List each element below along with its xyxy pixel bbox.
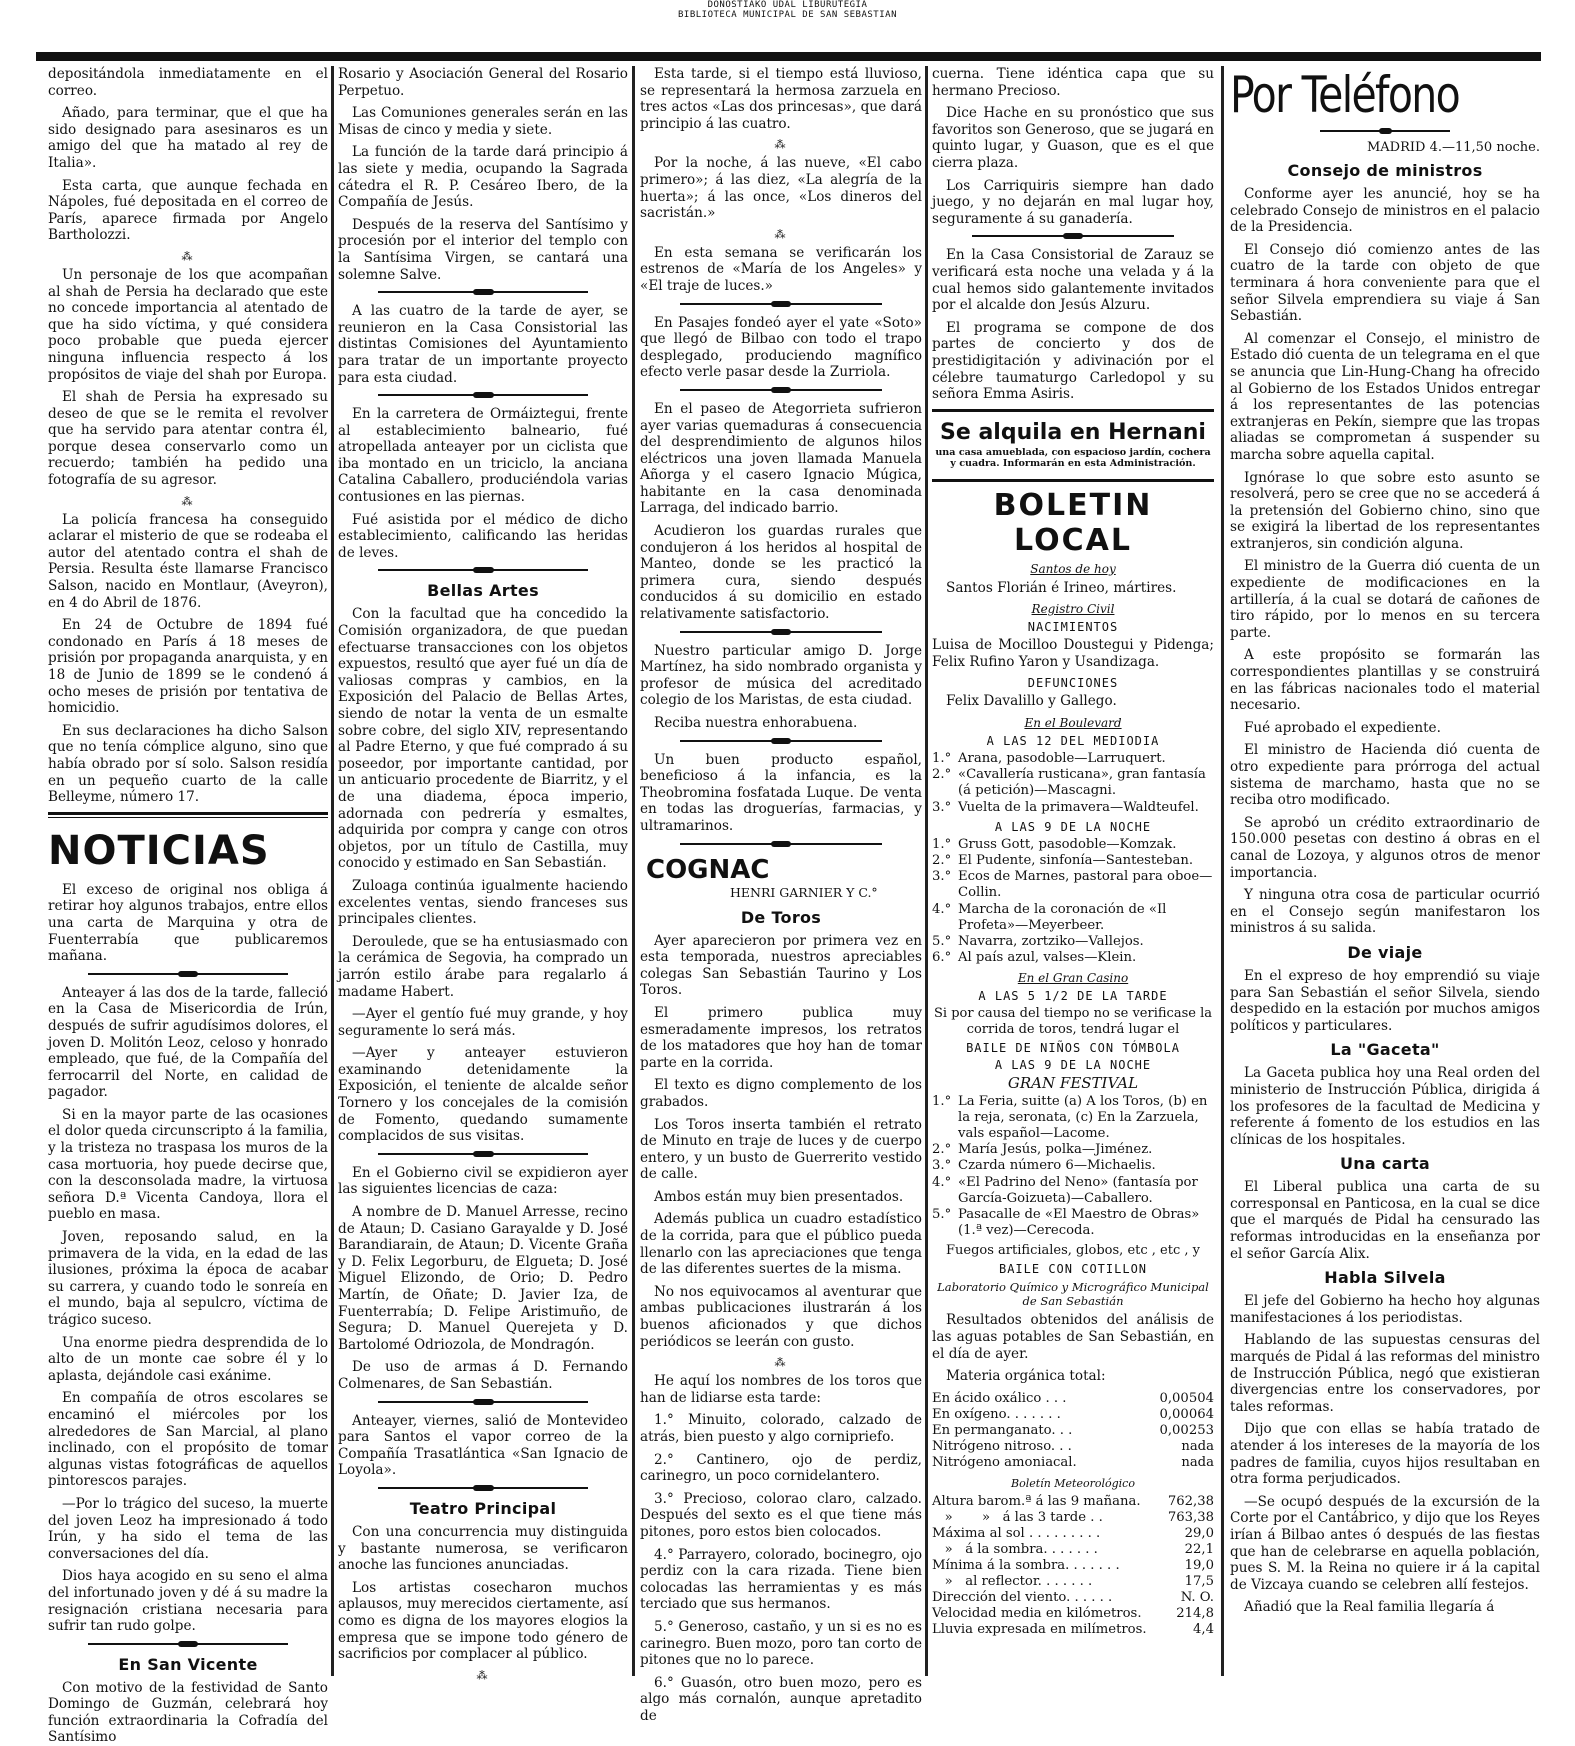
- row-value: 4,4: [1193, 1621, 1214, 1637]
- meteo-label: Boletín Meteorológico: [1011, 1476, 1135, 1490]
- paragraph: Los artistas cosecharon muchos aplausos, muy merecidos ciertamente, así como es digna de los mayores elogios la empresa que se impone todo género de sacrificios por complacer al público.: [338, 1579, 628, 1663]
- paragraph: En la Casa Consistorial de Zarauz se verificará esta noche una velada y á la cual hemos sido galantemente invitados por el alcalde don Jesús Alzuru.: [932, 247, 1214, 314]
- paragraph: Añadió que la Real familia llegaría á: [1244, 1599, 1495, 1616]
- table-row: [932, 1439, 1214, 1455]
- separator-stars: ⁂: [774, 1356, 788, 1370]
- mediodia-program: [932, 751, 1214, 816]
- ornament-divider: [972, 233, 1174, 239]
- table-row: [932, 1542, 1214, 1558]
- nacimientos-text: Luisa de Mocilloo Doustegui y Pidenga; Felix Rufino Yaron y Usandizaga.: [932, 637, 1214, 670]
- column-divider: [925, 66, 928, 1676]
- ornament-divider: [680, 841, 882, 847]
- row-value: 214,8: [1176, 1605, 1214, 1621]
- ornament-divider: [680, 301, 882, 307]
- row-label: En ácido oxálico . . .: [932, 1390, 1067, 1406]
- nacimientos-label: NACIMIENTOS: [1027, 620, 1119, 635]
- program-number: 2.°: [932, 1142, 952, 1158]
- column-5: [1230, 66, 1540, 1676]
- program-item: [932, 1158, 1214, 1174]
- program-text: Navarra, zortziko—Vallejos.: [958, 934, 1144, 950]
- article-text: [640, 643, 922, 732]
- paragraph: Anteayer, viernes, salió de Montevideo para Santos el vapor correo de la Compañía Trasatlántica «San Ignacio de Loyola».: [338, 1412, 628, 1479]
- paragraph: 6.° Guasón, otro buen mozo, pero es algo más cornalón, aunque apretadito de: [640, 1674, 922, 1724]
- defunciones-text: Felix Davalillo y Gallego.: [946, 693, 1117, 710]
- paragraph: Y ninguna otra cosa de particular ocurrió en el Consejo según manifestaron los ministros á su salida.: [1230, 887, 1540, 937]
- paragraph: Nuestro particular amigo D. Jorge Martínez, ha sido nombrado organista y profesor de música del acreditado colegio de los Maristas, de esta ciudad.: [640, 642, 922, 709]
- separator-stars: ⁂: [181, 494, 195, 508]
- por-telefono-heading: Por Teléfono: [1230, 66, 1460, 124]
- article-text: [640, 155, 922, 221]
- separator-stars: ⁂: [181, 249, 195, 263]
- column-1: [48, 66, 328, 1746]
- masthead-line-2: BIBLIOTECA MUNICIPAL DE SAN SEBASTIAN: [678, 10, 897, 20]
- column-3: [640, 66, 922, 1724]
- header-rule: [36, 52, 1541, 61]
- casino-label: En el Gran Casino: [1017, 970, 1129, 985]
- festival-program: [932, 1094, 1214, 1240]
- program-number: 5.°: [932, 1206, 952, 1222]
- paragraph: —Por lo trágico del suceso, la muerte del joven Leoz ha impresionado á todo Irún, y ha sido el tema de las conversaciones del día.: [48, 1495, 328, 1562]
- paragraph: Con la facultad que ha concedido la Comisión organizadora, de que puedan efectuarse transacciones con los objetos expuestos, resultó que ayer fué un día de valiosas compras y cambios, en la Exposición del Palacio de Bellas Artes, siendo de notar la venta de un esmalte sobre cobre, del siglo XIV, representando al Padre Eterno, y que fué comprado á su poseedor, por importante cantidad, por un anticuario procedente de Biarritz, y el de una diadema, época imperio, adornada con pedrería y esmaltes, adquirida por compra y cange con otros objetos, por un título de Castilla, muy conocido y estimado en San Sebastián.: [338, 606, 628, 872]
- laboratorio-text: Resultados obtenidos del análisis de las aguas potables de San Sebastián, en el día de ayer.: [932, 1312, 1214, 1362]
- paragraph: Los Carriquiris siempre han dado juego, y no dejarán en mal lugar hoy, seguramente á su ganadería.: [932, 177, 1214, 227]
- paragraph: 3.° Precioso, colorao claro, calzado. Después del sexto es el que tiene más pitones, poro estos bien colocados.: [640, 1490, 922, 1540]
- paragraph: Reciba nuestra enhorabuena.: [654, 715, 858, 731]
- row-label: En oxígeno. . . . . . .: [932, 1406, 1061, 1422]
- paragraph: La Gaceta publica hoy una Real orden del ministerio de Instrucción Pública, dirigida á los profesores de la facultad de Medicina y referente á fomento de los estudios en las clínicas de los hospitales.: [1230, 1065, 1540, 1148]
- article-text: [1230, 1065, 1540, 1148]
- row-value: nada: [1181, 1438, 1214, 1454]
- ornament-divider: [378, 1151, 588, 1157]
- ornament-divider: [378, 1399, 588, 1405]
- registro-label: Registro Civil: [1031, 602, 1115, 617]
- paragraph: Dios haya acogido en su seno el alma del infortunado joven y dé á su madre la resignación cristiana necesaria para sufrir tan rudo golpe.: [48, 1568, 328, 1635]
- row-value: 0,00064: [1159, 1406, 1214, 1422]
- paragraph: Una enorme piedra desprendida de lo alto de un monte cae sobre él y lo aplasta, dejándole casi exánime.: [48, 1334, 328, 1384]
- bellas-artes-heading: Bellas Artes: [427, 581, 539, 601]
- materia-label: Materia orgánica total:: [946, 1368, 1106, 1385]
- paragraph: En compañía de otros escolares se encaminó el miércoles por los alrededores de San Marcial, al plano inclinado, con el propósito de tomar algunas vistas fotográficas de aquellos pintorescos parajes.: [48, 1390, 328, 1490]
- paragraph: cuerna. Tiene idéntica capa que su hermano Precioso.: [932, 66, 1214, 99]
- paragraph: Deroulede, que se ha entusiasmado con la cerámica de Segovia, ha comprado un jarrón estilo árabe para regalarlo á madame Habert.: [338, 933, 628, 1000]
- article-text: [640, 401, 922, 623]
- row-value: 19,0: [1184, 1557, 1214, 1573]
- article-text: [338, 1524, 628, 1663]
- program-item: [932, 869, 1214, 901]
- article-text: [48, 882, 328, 965]
- row-label: En permanganato. . .: [932, 1422, 1073, 1438]
- program-number: 4.°: [932, 901, 952, 917]
- ornament-divider: [378, 289, 588, 295]
- paragraph: Ignórase lo que sobre esto asunto se resolverá, pero se cree que no se accederá á la pretensión del Gobierno chino, sino que se exigirá la libertad de los representantes extranjeros, sin condición alguna.: [1230, 469, 1540, 552]
- program-item: [932, 1207, 1214, 1239]
- program-item: [932, 1175, 1214, 1207]
- meteo-table: [932, 1494, 1214, 1638]
- cognac-ad-title: COGNAC: [646, 854, 770, 885]
- ornament-divider: [680, 387, 882, 393]
- ornament-divider: [680, 738, 882, 744]
- dateline: MADRID 4.—11,50 noche.: [1366, 140, 1540, 155]
- row-value: 762,38: [1167, 1493, 1214, 1509]
- una-carta-heading: Una carta: [1339, 1154, 1431, 1174]
- tarde-text: Si por causa del tiempo no se verificase la corrida de toros, tendrá lugar el: [934, 1005, 1212, 1037]
- paragraph: Un personaje de los que acompañan al shah de Persia ha declarado que este no concede importancia al atentado de que ha sido víctima, y qué considera poco probable que pueda ejercer ninguna influencia respecto á los propósitos de viaje del shah por Europa.: [48, 266, 328, 383]
- paragraph: 1.° Minuito, colorado, calzado de atrás, bien puesto y algo cornipriefo.: [640, 1412, 922, 1445]
- program-text: «Cavallería rusticana», gran fantasía (á petición)—Mascagni.: [958, 767, 1206, 799]
- laboratorio-label: Laboratorio Químico y Micrográfico Municipal de San Sebastián: [937, 1280, 1209, 1309]
- paragraph: Fué asistida por el médico de dicho establecimiento, calificando las heridas de leves.: [338, 511, 628, 561]
- santos-text: Santos Florián é Irineo, mártires.: [946, 579, 1177, 596]
- program-item: [932, 934, 1214, 950]
- article-text: [48, 985, 328, 1635]
- paragraph: Dijo que con ellas se había tratado de atender á los intereses de la mayoría de los padres de familia, cuyos hijos resultaban en otra forma perjudicados.: [1230, 1421, 1540, 1488]
- ornament-divider: [1320, 128, 1450, 134]
- paragraph: Hablando de las supuestas censuras del marqués de Pidal á las reformas del ministro de Instrucción Pública, negó que existieran divergencias entre los conservadores, por tales reformas.: [1230, 1332, 1540, 1415]
- paragraph: En el paseo de Ategorrieta sufrieron ayer varias quemaduras á consecuencia del desprendimiento de algunos hilos eléctricos una joven llamada Manuela Añorga y el casero Ignacio Múgica, habitante en la casa denominada Larraga, del indicado barrio.: [640, 400, 922, 517]
- noche-label: A LAS 9 DE LA NOCHE: [994, 819, 1152, 834]
- row-value: N. O.: [1180, 1589, 1214, 1605]
- paragraph: Por la noche, á las nueve, «El cabo primero»; á las diez, «La alegría de la huerta»; á las once, «Los dineros del sacristán.»: [640, 155, 922, 222]
- column-divider: [632, 66, 635, 1676]
- table-row: [932, 1391, 1214, 1407]
- row-label: » al reflector. . . . . . .: [932, 1573, 1093, 1589]
- program-item: [932, 950, 1214, 966]
- article-text: [338, 1413, 628, 1479]
- ornament-divider: [680, 629, 882, 635]
- paragraph: En el expreso de hoy emprendió su viaje para San Sebastián el señor Silvela, siendo despedido en la estación por muchos amigos políticos y particulares.: [1230, 967, 1540, 1034]
- gran-festival-label: GRAN FESTIVAL: [1007, 1073, 1139, 1092]
- row-value: 17,5: [1184, 1573, 1214, 1589]
- ornament-divider: [378, 1485, 588, 1491]
- paragraph: depositándola inmediatamente en el correo.: [48, 66, 328, 99]
- ornament-divider: [88, 971, 288, 977]
- article-text: [640, 245, 922, 295]
- paragraph: El ministro de la Guerra dió cuenta de un expediente de modificaciones en la artillería, á la cual se dotará de cañones de tiro rápido, por lo menos en su tercera parte.: [1230, 558, 1540, 641]
- paragraph: A este propósito se formarán las correspondientes plantillas y se construirá en las fábricas nacionales todo el material necesario.: [1230, 647, 1540, 714]
- paragraph: Fué aprobado el expediente.: [1244, 719, 1441, 736]
- program-number: 2.°: [932, 853, 952, 869]
- paragraph: —Ayer y anteayer estuvieron examinando detenidamente la Exposición, el teniente de alcalde señor Tornero y los concejales de la comisión de Fomento, quedando sumamente complacidos de sus visitas.: [338, 1045, 628, 1145]
- article-text: [1230, 186, 1540, 937]
- paragraph: En sus declaraciones ha dicho Salson que no tenía cómplice alguno, sino que había obrado por sí solo. Salson residía en un pequeño cuarto de la calle Belleyme, número 17.: [48, 722, 328, 806]
- paragraph: Se aprobó un crédito extraordinario de 150.000 pesetas con destino á obras en el canal de Lozoya, y algunos otros de menor importancia.: [1230, 814, 1540, 881]
- double-rule: [48, 812, 328, 818]
- program-item: [932, 1142, 1214, 1158]
- program-item: [932, 902, 1214, 934]
- ornament-divider: [378, 392, 588, 398]
- table-row: [932, 1407, 1214, 1423]
- de-viaje-heading: De viaje: [1347, 942, 1423, 962]
- paragraph: El shah de Persia ha expresado su deseo de que se le remita el revolver que ha servido para atentar contra él, porque desea conservarlo como un recuerdo; también ha pedido una fotografía de su agresor.: [48, 389, 328, 489]
- tarde-label: A LAS 5 1/2 DE LA TARDE: [978, 988, 1168, 1003]
- masthead: [0, 0, 1575, 20]
- paragraph: Esta tarde, si el tiempo está lluvioso, se representará la hermosa zarzuela en tres actos «Las dos princesas», que dará principio á las cuatro.: [640, 66, 922, 132]
- row-label: » á la sombra. . . . . . .: [932, 1541, 1098, 1557]
- program-item: [932, 751, 1214, 767]
- paragraph: Al comenzar el Consejo, el ministro de Estado dió cuenta de un telegrama en el que se anuncia que Lin-Hung-Chang ha ofrecido al Gobierno de los Estados Unidos entregar á los representantes de las potencias extranjeras en Pekín, siempre que las tropas aliadas se comprometan á suspender su marcha sobre aquella capital.: [1230, 330, 1540, 463]
- program-number: 1.°: [932, 1093, 952, 1109]
- table-row: [932, 1510, 1214, 1526]
- paragraph: Anteayer á las dos de la tarde, falleció en la Casa de Misericordia de Irún, después de sufrir agudísimos dolores, el joven D. Molitón Leoz, celoso y honrado empleado, que fué, de la Compañía del ferrocarril del Norte, en calidad de pagador.: [48, 984, 328, 1101]
- paragraph: Los Toros inserta también el retrato de Minuto en traje de luces y de cuerpo entero, y un busto de Guerrerito vestido de calle.: [640, 1116, 922, 1183]
- santos-label: Santos de hoy: [1030, 561, 1116, 576]
- article-text: [48, 267, 328, 489]
- article-text: [640, 933, 922, 1351]
- program-number: 3.°: [932, 869, 952, 885]
- rental-ad-title: Se alquila en Hernani: [940, 419, 1206, 445]
- paragraph: El programa se compone de dos partes de concierto y dos de prestidigitación y adivinación por el célebre taumaturgo Carledopol y su señora Emma Asiris.: [932, 319, 1214, 403]
- program-item: [932, 837, 1214, 853]
- ornament-divider: [378, 567, 588, 573]
- paragraph: Añado, para terminar, que el que ha sido designado para asesinaros es un amigo del que ha matado al rey de Italia».: [48, 105, 328, 171]
- article-text: [338, 66, 628, 283]
- paragraph: 4.° Parrayero, colorado, bocinegro, ojo perdiz con la cara rizada. Tiene bien colocadas las herramientas y es más terciado que sus hermanos.: [640, 1546, 922, 1613]
- noticias-heading: NOTICIAS: [48, 827, 270, 874]
- row-label: Velocidad media en kilómetros.: [932, 1605, 1142, 1621]
- paragraph: El ministro de Hacienda dió cuenta de otro expediente para prórroga del actual sistema de marchamo, hasta que no se reciba otro modificado.: [1230, 742, 1540, 809]
- separator-stars: ⁂: [476, 1668, 490, 1682]
- baile-cotillon: BAILE CON COTILLON: [998, 1262, 1148, 1277]
- separator-stars: ⁂: [774, 227, 788, 241]
- program-text: Marcha de la coronación de «Il Profeta»—Meyerbeer.: [958, 901, 1167, 933]
- paragraph: El exceso de original nos obliga á retirar hoy algunos trabajos, entre ellos una carta de Marquina y otra de Fuenterrabía que publicaremos mañana.: [48, 881, 328, 965]
- paragraph: Ayer aparecieron por primera vez en esta temporada, nuestros apreciables colegas San Sebastián Taurino y Los Toros.: [640, 932, 922, 999]
- paragraph: El Consejo dió comienzo antes de las cuatro de la tarde con objeto de que terminara á hora conveniente para que el señor Silvela emprendiera su viaje á San Sebastián.: [1230, 241, 1540, 325]
- paragraph: A las cuatro de la tarde de ayer, se reunieron en la Casa Consistorial las distintas Comisiones del Ayuntamiento para tratar de un importante proyecto para esta ciudad.: [338, 303, 628, 386]
- paragraph: Con motivo de la festividad de Santo Domingo de Guzmán, celebrará hoy función extraordinaria la Cofradía del Santísimo: [48, 1679, 328, 1746]
- article-text: [48, 1680, 328, 1746]
- table-row: [932, 1574, 1214, 1590]
- paragraph: En la carretera de Ormáiztegui, frente al establecimiento balneario, fué atropellada anteayer por un ciclista que iba montado en un triciclo, la anciana Catalina Caballero, produciéndola varias contusiones en las piernas.: [338, 406, 628, 506]
- noche-program: [932, 837, 1214, 967]
- paragraph: La policía francesa ha conseguido aclarar el misterio de que se rodeaba el autor del atentado contra el shah de Persia. Resulta éste llamarse Francisco Salson, nacido en Montlaur, (Aveyron), en 4 do Abril de 1876.: [48, 511, 328, 611]
- paragraph: 2.° Cantinero, ojo de perdiz, carinegro, un poco cornidelantero.: [640, 1451, 922, 1485]
- paragraph: 5.° Generoso, castaño, y un si es no es carinegro. Buen mozo, poro tan corto de pitones que no lo parece.: [640, 1618, 922, 1669]
- paragraph: —Se ocupó después de la excursión de la Corte por el Cantábrico, y dijo que los Reyes irían á Bilbao antes ó después de las fiestas que han de celebrarse en aquella población, pues S. M. la Reina no quiere ir á la capital de Vizcaya cuando se celebren allí festejos.: [1230, 1493, 1540, 1593]
- column-divider: [331, 66, 334, 1676]
- table-row: [932, 1622, 1214, 1638]
- article-text: [640, 315, 922, 381]
- paragraph: Rosario y Asociación General del Rosario Perpetuo.: [338, 66, 628, 99]
- article-text: [338, 303, 628, 386]
- defunciones-label: DEFUNCIONES: [1027, 676, 1119, 691]
- paragraph: Además publica un cuadro estadístico de la corrida, para que el público pueda llenarlo con las apreciaciones que tenga de las diferentes suertes de la misma.: [640, 1211, 922, 1278]
- program-item: [932, 853, 1214, 869]
- article-text: [1230, 968, 1540, 1034]
- gaceta-heading: La "Gaceta": [1330, 1040, 1440, 1060]
- rental-ad-text: una casa amueblada, con espacioso jardín, cochera y cuadra. Informarán en esta Administración.: [935, 446, 1211, 469]
- paragraph: Si en la mayor parte de las ocasiones el dolor queda circunscripto á la familia, y la tristeza no traspasa los muros de la casa mortuoria, hoy puede decirse que, con la desconsolada madre, la virtuosa señora D.ª Vicenta Candoya, llora el pueblo en masa.: [48, 1106, 328, 1223]
- paragraph: Acudieron los guardas rurales que condujeron á los heridos al hospital de Manteo, donde se les practicó la primera cura, siendo después conducidos á su domicilio en estado relativamente satisfactorio.: [640, 523, 922, 623]
- row-value: 763,38: [1167, 1509, 1214, 1525]
- row-value: 0,00504: [1159, 1390, 1214, 1406]
- paragraph: Ambos están muy bien presentados.: [654, 1188, 904, 1205]
- article-text: [640, 66, 922, 132]
- row-value: 22,1: [1184, 1541, 1214, 1557]
- table-row: [932, 1606, 1214, 1622]
- article-text: [932, 247, 1214, 402]
- paragraph: El texto es digno complemento de los grabados.: [640, 1077, 922, 1110]
- article-text: [1230, 1179, 1540, 1262]
- row-label: Nitrógeno nitroso. . .: [932, 1438, 1072, 1454]
- paragraph: He aquí los nombres de los toros que han de lidiarse esta tarde:: [640, 1373, 922, 1406]
- paragraph: Con una concurrencia muy distinguida y bastante numerosa, se verificaron anoche las funciones anunciadas.: [338, 1523, 628, 1574]
- table-row: [932, 1526, 1214, 1542]
- habla-silvela-heading: Habla Silvela: [1324, 1268, 1446, 1288]
- noche2-label: A LAS 9 DE LA NOCHE: [994, 1057, 1152, 1072]
- consejo-heading: Consejo de ministros: [1287, 161, 1483, 180]
- row-label: Dirección del viento. . . . . .: [932, 1589, 1113, 1605]
- row-label: » » á las 3 tarde . .: [932, 1509, 1103, 1525]
- paragraph: En 24 de Octubre de 1894 fué condonado en París á 18 meses de prisión por propaganda anarquista, y en 18 de Junio de 1899 se le condenó á ocho meses de prisión por tentativa de homicidio.: [48, 617, 328, 717]
- boletin-local-heading: BOLETIN LOCAL: [993, 487, 1153, 558]
- separator-stars: ⁂: [774, 138, 788, 152]
- paragraph: Un buen producto español, beneficioso á la infancia, es la Theobromina fosfatada Luque. De venta en todas las droguerías, farmacias, y ultramarinos.: [640, 751, 922, 834]
- program-number: 1.°: [932, 751, 952, 767]
- program-item: [932, 1094, 1214, 1143]
- fuegos-text: Fuegos artificiales, globos, etc , etc , y: [946, 1243, 1200, 1259]
- program-item: [932, 767, 1214, 799]
- row-label: Lluvia expresada en milímetros.: [932, 1621, 1147, 1637]
- article-text: [1230, 1293, 1540, 1616]
- boulevard-label: En el Boulevard: [1024, 716, 1122, 731]
- program-text: La Feria, suitte (a) A los Toros, (b) en la reja, seronata, (c) En la Zarzuela, vals español—Lacome.: [958, 1093, 1208, 1141]
- paragraph: Esta carta, que aunque fechada en Nápoles, fué depositada en el correo de París, aparece firmada por Angelo Bartholozzi.: [48, 177, 328, 244]
- de-toros-heading: De Toros: [740, 907, 822, 927]
- table-row: [932, 1590, 1214, 1606]
- paragraph: En Pasajes fondeó ayer el yate «Soto» que llegó de Bilbao con todo el trapo desplegado, produciendo magnífico efecto verle pasar desde la Zurriola.: [640, 314, 922, 381]
- paragraph: No nos equivocamos al aventurar que ambas publicaciones ilustrarán á los buenos aficionados y que dichos periódicos se leerán con gusto.: [640, 1283, 922, 1350]
- paragraph: Dice Hache en su pronóstico que sus favoritos son Generoso, que se jugará en quinto lugar, y Guason, que es el que cierra plaza.: [932, 105, 1214, 171]
- article-text: [640, 752, 922, 835]
- table-row: [932, 1455, 1214, 1471]
- program-text: Czarda número 6—Michaelis.: [958, 1158, 1156, 1174]
- article-text: [932, 66, 1214, 227]
- program-number: 5.°: [932, 934, 952, 950]
- paragraph: —Ayer el gentío fué muy grande, y hoy seguramente lo será más.: [338, 1006, 628, 1039]
- row-value: nada: [1181, 1454, 1214, 1470]
- program-text: «El Padrino del Neno» (fantasía por García-Goizueta)—Caballero.: [958, 1174, 1198, 1206]
- article-text: [48, 66, 328, 244]
- baile-ninos: BAILE DE NIÑOS CON TÓMBOLA: [966, 1040, 1180, 1055]
- paragraph: A nombre de D. Manuel Arresse, recino de Ataun; D. Casiano Garayalde y D. José Barandiarain, de Ataun; D. Vicente Graña y D. Felix Legorburu, de Elgueta; D. José Miguel Elizondo, de Orio; D. Pedro Martín, de Oñate; D. Javier Iza, de Fuenterrabía; D. Felipe Aristimuño, de Segura; D. Manuel Querejeta y D. Bartolomé Odriozola, de Mondragón.: [338, 1204, 628, 1353]
- paragraph: El Liberal publica una carta de su corresponsal en Panticosa, en la cual se dice que el marqués de Pidal ha censurado las reformas introducidas en la enseñanza por el señor García Alix.: [1230, 1179, 1540, 1262]
- article-text: [338, 606, 628, 1144]
- program-text: Pasacalle de «El Maestro de Obras» (1.ª vez)—Cerecoda.: [958, 1206, 1200, 1239]
- row-value: 0,00253: [1159, 1422, 1214, 1438]
- materia-table: [932, 1391, 1214, 1471]
- paragraph: La función de la tarde dará principio á las siete y media, ocupando la Sagrada cátedra el R. P. Cesáreo Ibero, de la Compañía de Jesús.: [338, 144, 628, 211]
- table-row: [932, 1494, 1214, 1510]
- program-text: Gruss Gott, pasodoble—Komzak.: [958, 836, 1177, 852]
- article-text: [338, 1165, 628, 1393]
- program-number: 3.°: [932, 799, 952, 815]
- san-vicente-heading: En San Vicente: [118, 1654, 258, 1674]
- program-text: El Pudente, sinfonía—Santesteban.: [958, 853, 1194, 869]
- column-divider: [1221, 66, 1224, 1676]
- paragraph: En el Gobierno civil se expidieron ayer las siguientes licencias de caza:: [338, 1164, 628, 1198]
- paragraph: Después de la reserva del Santísimo y procesión por el interior del templo con la Santísima Virgen, se cantará una solemne Salve.: [338, 216, 628, 283]
- paragraph: Joven, reposando salud, en la primavera de la vida, en la edad de las ilusiones, próxima la época de acabar su carrera, y cuando todo le sonreía en el mundo, baja al sepulcro, víctima de trágico suceso.: [48, 1229, 328, 1328]
- table-row: [932, 1558, 1214, 1574]
- paragraph: El primero publica muy esmeradamente impresos, los retratos de los matadores que hoy han de tomar parte en la corrida.: [640, 1004, 922, 1071]
- table-row: [932, 1423, 1214, 1439]
- masthead-line-1: DONOSTIAKO UDAL LIBURUTEGIA: [707, 0, 868, 10]
- column-4: [932, 66, 1214, 1676]
- cognac-ad-subtitle: HENRI GARNIER Y C.°: [730, 884, 878, 900]
- row-value: 29,0: [1184, 1525, 1214, 1541]
- program-number: 6.°: [932, 950, 952, 966]
- row-label: Mínima á la sombra. . . . . . .: [932, 1557, 1120, 1573]
- program-number: 1.°: [932, 836, 952, 852]
- paragraph: El jefe del Gobierno ha hecho hoy algunas manifestaciones á los periodistas.: [1230, 1293, 1540, 1326]
- teatro-principal-heading: Teatro Principal: [409, 1498, 557, 1518]
- paragraph: Las Comuniones generales serán en las Misas de cinco y media y siete.: [338, 105, 628, 138]
- program-text: Arana, pasodoble—Larruquert.: [958, 751, 1166, 767]
- paragraph: De uso de armas á D. Fernando Colmenares, de San Sebastián.: [338, 1359, 628, 1392]
- row-label: Altura barom.ª á las 9 mañana.: [932, 1493, 1141, 1509]
- article-text: [640, 1373, 922, 1724]
- paragraph: Conforme ayer les anuncié, hoy se ha celebrado Consejo de ministros en el palacio de la Presidencia.: [1230, 186, 1540, 236]
- program-text: María Jesús, polka—Jiménez.: [958, 1142, 1153, 1158]
- program-number: 3.°: [932, 1158, 952, 1174]
- program-number: 2.°: [932, 767, 952, 783]
- mediodia-label: A LAS 12 DEL MEDIODIA: [986, 734, 1160, 749]
- program-text: Vuelta de la primavera—Waldteufel.: [958, 799, 1199, 815]
- program-number: 4.°: [932, 1174, 952, 1190]
- article-text: [338, 406, 628, 561]
- row-label: Máxima al sol . . . . . . . . .: [932, 1525, 1101, 1541]
- program-text: Al país azul, valses—Klein.: [958, 950, 1137, 966]
- program-text: Ecos de Marnes, pastoral para oboe—Collin.: [958, 869, 1213, 901]
- paragraph: En esta semana se verificarán los estrenos de «María de los Angeles» y «El traje de luces.»: [640, 244, 922, 294]
- rental-ad: [932, 409, 1214, 482]
- paragraph: Zuloaga continúa igualmente haciendo excelentes ventas, siendo franceses sus principales clientes.: [338, 877, 628, 928]
- program-item: [932, 800, 1214, 816]
- row-label: Nitrógeno amoniacal.: [932, 1454, 1077, 1470]
- article-text: [48, 512, 328, 806]
- ornament-divider: [88, 1641, 288, 1647]
- column-2: [338, 66, 628, 1682]
